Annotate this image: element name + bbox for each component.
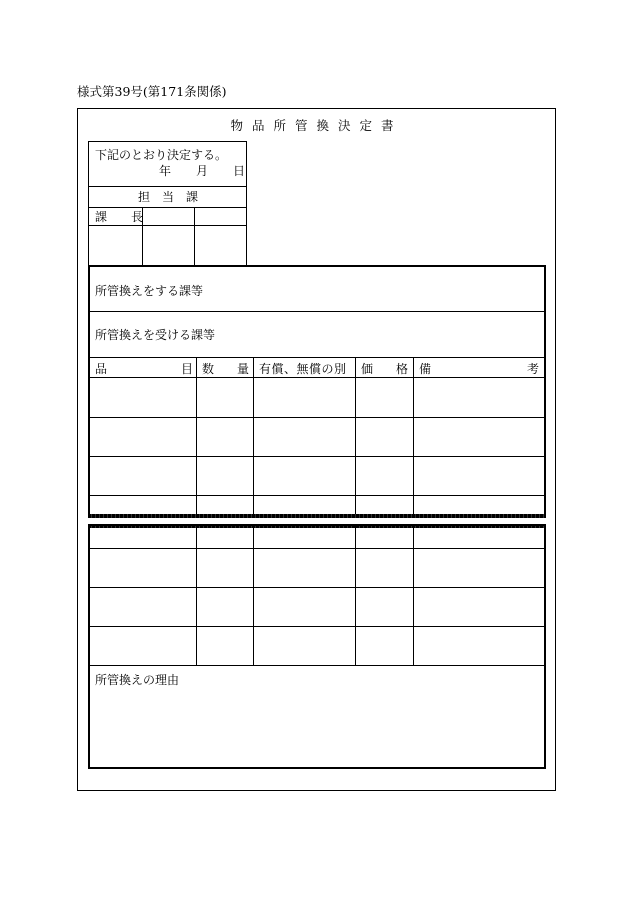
transfer-to-label: 所管換えを受ける課等 (95, 328, 216, 342)
reason-field[interactable] (92, 690, 542, 764)
table-column-divider (355, 357, 356, 515)
section-header: 担 当 課 (137, 190, 198, 204)
col-header-quantity: 数 (202, 362, 215, 376)
date-day-label[interactable]: 日 (233, 164, 246, 178)
approval-stamp-cell[interactable] (143, 226, 194, 266)
table-row-divider (89, 495, 545, 496)
col-header-remarks: 備 (419, 362, 432, 376)
table-row-divider (89, 665, 545, 666)
divider (89, 377, 545, 378)
table-column-divider (413, 357, 414, 515)
table-column-divider (413, 526, 414, 665)
table-row-divider (89, 587, 545, 588)
date-month-label[interactable]: 月 (196, 164, 209, 178)
col-header-price: 格 (396, 362, 409, 376)
decision-box (88, 141, 247, 266)
chief-label: 課 長 (95, 210, 144, 224)
table-column-divider (196, 526, 197, 665)
form-number: 様式第39号(第171条関係) (77, 84, 227, 99)
approval-stamp-cell[interactable] (195, 226, 247, 266)
transfer-from-label: 所管換えをする課等 (95, 284, 204, 298)
transfer-from-field[interactable] (210, 274, 540, 308)
col-header-item: 品 (95, 362, 108, 376)
divider (89, 357, 545, 358)
table-column-divider (196, 357, 197, 515)
decision-statement: 下記のとおり決定する。 (95, 148, 228, 162)
table-row-divider (89, 626, 545, 627)
reason-label: 所管換えの理由 (95, 673, 180, 687)
table-row-divider (89, 548, 545, 549)
table-row-divider (89, 417, 545, 418)
col-header-item: 目 (181, 362, 194, 376)
col-header-remarks: 考 (527, 362, 540, 376)
transfer-to-field[interactable] (220, 318, 540, 352)
table-row-divider (89, 456, 545, 457)
col-header-price: 価 (361, 362, 374, 376)
divider (89, 207, 247, 208)
table-column-divider (253, 526, 254, 665)
date-year-label[interactable]: 年 (159, 164, 172, 178)
table-column-divider (355, 526, 356, 665)
page-break-line (88, 514, 546, 518)
table-column-divider (253, 357, 254, 515)
divider (89, 186, 247, 187)
document-title: 物品所管換決定書 (230, 118, 403, 133)
col-header-quantity: 量 (237, 362, 250, 376)
divider (89, 311, 545, 312)
approval-stamp-cell[interactable] (89, 226, 142, 266)
col-header-paid-type: 有償、無償の別 (259, 362, 347, 376)
